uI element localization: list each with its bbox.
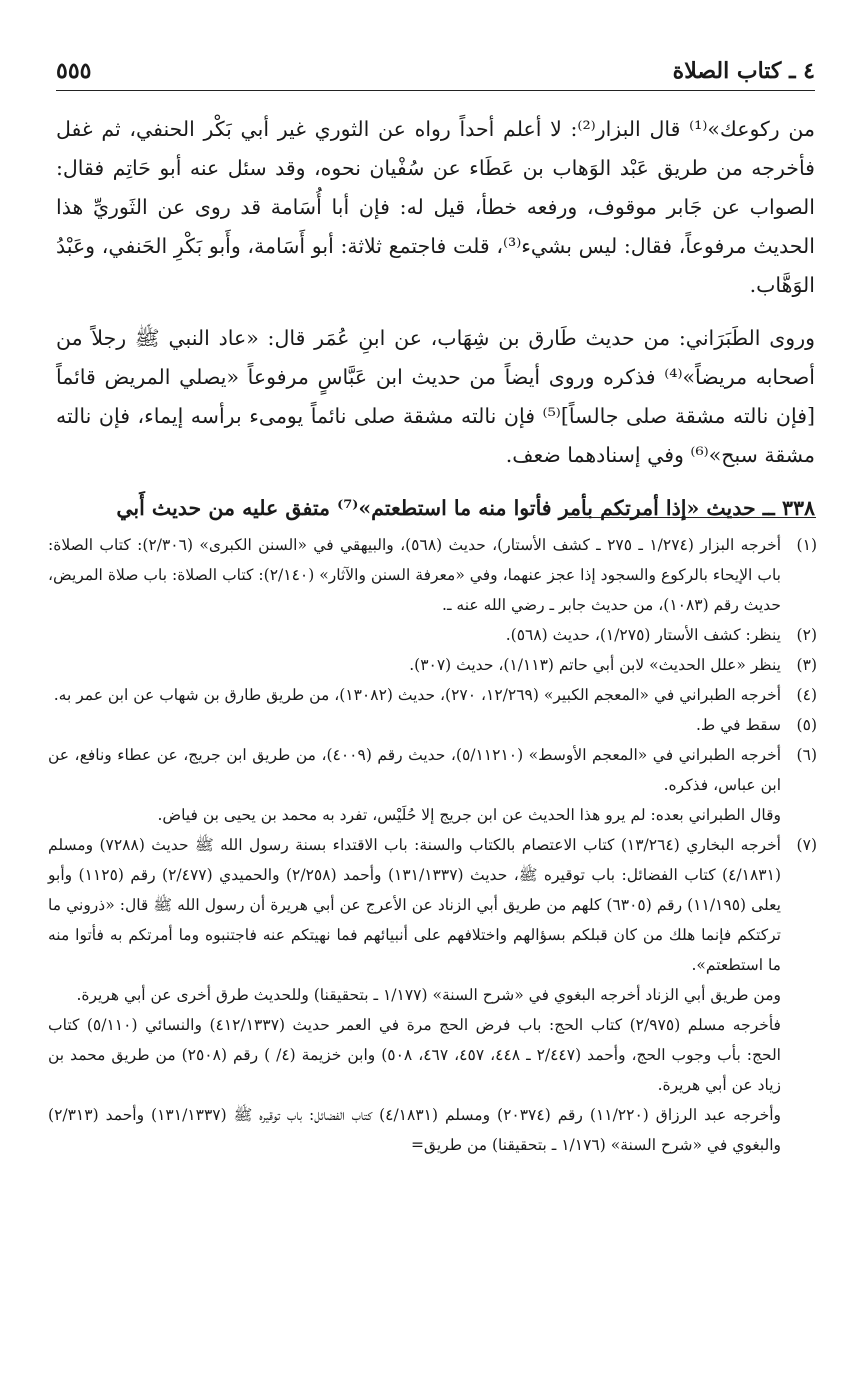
footnote: [48, 650, 817, 680]
footnote-continuation: وأخرجه عبد الرزاق (١١/٢٢٠) رقم (٢٠٣٧٤) ومسلم (٤/١٨٣١) كتاب الفضائل: باب توقيره ﷺ (١٣١/١٣٣٧) وأحمد (٢/٣١٣) والبغوي في «شرح السنة» (١/١٧٦ ـ بتحقيقنا) من طريق=: [48, 1106, 782, 1154]
footnote-number: (١): [796, 536, 817, 554]
paragraph: وروى الطَبَرَاني: من حديث طَارق بن شِهَاب، عن ابنِ عُمَر قال: «عاد النبي ﷺ رجلاً من أصحابه مريضاً»⁽⁴⁾ فذكره وروى أيضاً من حديث ابن عَبَّاسٍ مرفوعاً «يصلي المريض قائماً [فإن نالته مشقة صلى جالساً]⁽⁵⁾ فإن نالته مشقة صلى نائماً يومىء برأسه إيماء، فإن نالته مشقة سبح»⁽⁶⁾ وفي إسنادهما ضعف.: [56, 326, 816, 467]
footnote-number: (٢): [796, 626, 817, 644]
footnote-text: سقط في ط.: [696, 716, 781, 734]
footnote-number: (٣): [796, 656, 817, 674]
footnote: [48, 620, 817, 650]
main-text: [56, 110, 815, 542]
footnote: [48, 740, 817, 800]
footnote: [48, 680, 817, 710]
footnote: [48, 530, 817, 620]
footnotes: [48, 530, 817, 1160]
paragraph: من ركوعك»⁽¹⁾ قال البزار⁽²⁾: لا أعلم أحداً رواه عن الثوري غير أبي بَكْر الحنفي، ثم غفل فأخرجه من طريق عَبْد الوَهاب بن عَطَاء عن سُفْيان نحوه، وقد سئل عنه أبو حَاتِم فقال: الصواب عن جَابر موقوف، ورفعه خطأ، قيل له: فإن أبا أُسَامة قد روى عن الثَوريِّ هذا الحديث مرفوعاً، فقال: ليس بشيء⁽³⁾، قلت فاجتمع ثلاثة: أبو أَسَامة، وأَبو بَكْرِ الحَنفي، وعَبْدُ الوَهَّاب.: [56, 117, 815, 297]
footnote-text: أخرجه البخاري (١٣/٢٦٤) كتاب الاعتصام بالكتاب والسنة: باب الاقتداء بسنة رسول الله ﷺ حديث (٧٢٨٨) ومسلم (٤/١٨٣١) كتاب الفضائل: باب توقيره ﷺ، حديث (١٣١/١٣٣٧) وأحمد (٢/٢٥٨) والحميدي (٢/٤٧٧) رقم (١١٢٥) وأبو يعلى (١١/١٩٥) رقم (٦٣٠٥) كلهم من طريق أبي الزناد عن الأعرج عن أبي هريرة أن رسول الله ﷺ قال: «ذروني ما تركتكم فإنما هلك من كان قبلكم بسؤالهم واختلافهم على أنبيائهم فما نهيتكم عنه فاجتنبوه وما أمرتكم به فأتوا منه ما استطعتم».: [48, 836, 781, 974]
footnote: [48, 710, 817, 740]
hadith-heading: ٣٣٨ ــ حديث «إذا أمرتكم بأمر فأتوا منه ما استطعتم»⁽⁷⁾ متفق عليه من حديث أَبي: [116, 496, 815, 520]
page-number: ٥٥٥: [56, 58, 92, 84]
footnote-text: أخرجه الطبراني في «المعجم الكبير» (١٢/٢٦٩، ٢٧٠)، حديث (١٣٠٨٢)، من طريق طارق بن شهاب عن ابن عمر به.: [53, 686, 781, 704]
footnote-continuation: فأخرجه مسلم (٢/٩٧٥) كتاب الحج: باب فرض الحج مرة في العمر حديث (٤١٢/١٣٣٧) والنسائي (٥/١١٠) كتاب الحج: بأب وجوب الحج، وأحمد (٢/٤٤٧ ـ ٤٤٨، ٤٥٧، ٤٦٧، ٥٠٨) وابن خزيمة (٤/ ) رقم (٢٥٠٨) من طريق محمد بن زياد عن أبي هريرة.: [48, 1016, 781, 1094]
footnote-number: (٦): [796, 746, 817, 764]
footnote-continuation: ومن طريق أبي الزناد أخرجه البغوي في «شرح السنة» (١/١٧٧ ـ بتحقيقنا) وللحديث طرق أخرى عن أبي هريرة.: [76, 986, 781, 1004]
footnote-text: ينظر: كشف الأستار (١/٢٧٥)، حديث (٥٦٨).: [505, 626, 781, 644]
page-header: [56, 56, 815, 91]
footnote: [48, 830, 817, 980]
footnote-number: (٤): [796, 686, 817, 704]
running-title: ٤ ـ كتاب الصلاة: [672, 58, 815, 84]
footnote-separator: [568, 517, 816, 518]
footnote-text: ينظر «علل الحديث» لابن أبي حاتم (١/١١٣)، حديث (٣٠٧).: [409, 656, 781, 674]
footnote-text: أخرجه البزار (١/٢٧٤ ـ ٢٧٥ ـ كشف الأستار)، حديث (٥٦٨)، والبيهقي في «السنن الكبرى» (٢/٣٠٦): كتاب الصلاة: باب الإيحاء بالركوع والسجود إذا عجز عنهما، وفي «معرفة السنن والآثار» (٢/١٤٠): كتاب الصلاة: باب صلاة المريض، حديث رقم (١٠٨٣)، من حديث جابر ـ رضي الله عنه ـ.: [48, 536, 781, 614]
footnote-number: (٧): [796, 836, 817, 854]
footnote-continuation: وقال الطبراني بعده: لم يرو هذا الحديث عن ابن جريج إلا حُلَيْس، تفرد به محمد بن يحيى بن فياض.: [157, 806, 781, 824]
footnote-text: أخرجه الطبراني في «المعجم الأوسط» (٥/١١٢١٠)، حديث رقم (٤٠٠٩)، من طريق ابن جريج، عن عطاء ونافع، عن ابن عباس، فذكره.: [48, 746, 781, 794]
footnote-number: (٥): [796, 716, 817, 734]
